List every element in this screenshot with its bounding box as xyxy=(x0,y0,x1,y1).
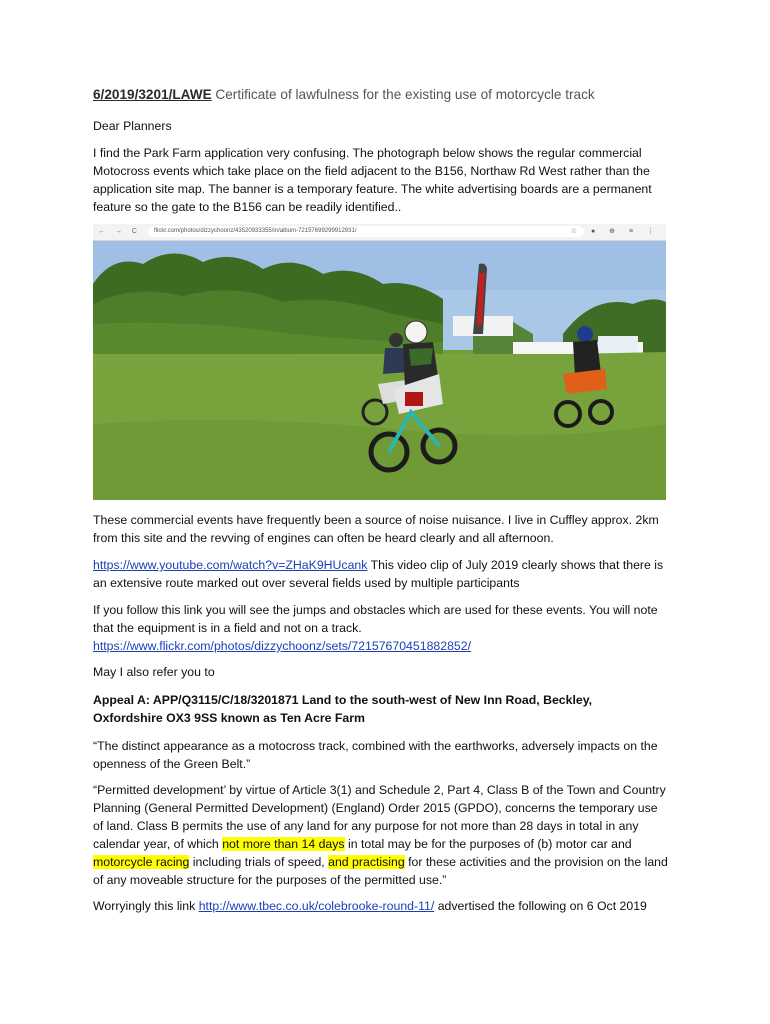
photo-illustration xyxy=(93,224,666,500)
flickr-link[interactable]: https://www.flickr.com/photos/dizzychoonz/sets/72157670451882852/ xyxy=(93,639,472,653)
greeting: Dear Planners xyxy=(93,119,172,133)
youtube-paragraph xyxy=(93,556,668,592)
intro-paragraph: I find the Park Farm application very confusing. The photograph below shows the regular commercial Motocross events which take place on the field adjacent to the B156, Northaw Rd West rather than the application site map. The banner is a temporary feature. The white advertising boards are a permanent feature so the gate to the B156 can be readily identified.. xyxy=(93,146,652,214)
document-title xyxy=(93,87,595,102)
highlight-14-days: not more than 14 days xyxy=(222,837,345,851)
highlight-practising: and practising xyxy=(328,855,405,869)
youtube-link[interactable]: https://www.youtube.com/watch?v=ZHaK9HUcank xyxy=(93,558,368,572)
browser-address-bar xyxy=(93,224,666,241)
final-text-1: Worryingly this link xyxy=(93,899,199,913)
final-text-2: advertised the following on 6 Oct 2019 xyxy=(434,899,647,913)
quote-green-belt: “The distinct appearance as a motocross track, combined with the earthworks, adversely impacts on the openness of the Green Belt.” xyxy=(93,739,658,771)
youtube-description: This video clip of July 2019 clearly shows that there is an extensive route marked out over several fields used by multiple participants xyxy=(93,558,664,590)
browser-nav-icons: ← → C xyxy=(98,228,141,235)
title-text: Certificate of lawfulness for the existing use of motorcycle track xyxy=(211,87,595,102)
motocross-photo xyxy=(93,224,666,500)
application-reference: 6/2019/3201/LAWE xyxy=(93,87,212,102)
quote-text-3: including trials of speed, xyxy=(189,855,329,869)
final-paragraph xyxy=(93,897,678,915)
quote-permitted-development xyxy=(93,781,668,889)
browser-toolbar-icons: ☆ ● ⊕ ≡ ⋮ xyxy=(570,228,660,235)
highlight-motorcycle-racing: motorcycle racing xyxy=(93,855,190,869)
quote-text-1: “Permitted development’ by virtue of Article 3(1) and Schedule 2, Part 4, Class B of the Town and Country Planning (General Permitted Development) (England) Order 2015 (GPDO), concerns the temporary use of land. Class B permits the use of any land for any purpose for not more than 28 days in total in any calendar year, of which xyxy=(93,783,666,851)
quote-text-4: for these activities and the provision on the land of any moveable structure for the purposes of the permitted use.” xyxy=(93,855,668,887)
flickr-paragraph xyxy=(93,601,673,655)
browser-url: flickr.com/photos/dizzychoonz/43520933355/in/album-72157699299912931/ xyxy=(148,226,584,237)
tbec-link[interactable]: http://www.tbec.co.uk/colebrooke-round-11/ xyxy=(198,899,435,913)
appeal-heading: Appeal A: APP/Q3115/C/18/3201871 Land to the south-west of New Inn Road, Beckley, Oxfordshire OX3 9SS known as Ten Acre Farm xyxy=(93,693,593,725)
refer-line: May I also refer you to xyxy=(93,665,215,679)
flickr-description: If you follow this link you will see the jumps and obstacles which are used for these events. You will note that the equipment is in a field and not on a track. xyxy=(93,603,658,635)
noise-paragraph: These commercial events have frequently been a source of noise nuisance. I live in Cuffley approx. 2km from this site and the revving of engines can often be heard clearly and all afternoon. xyxy=(93,513,659,545)
quote-text-2: in total may be for the purposes of (b) motor car and xyxy=(344,837,632,851)
